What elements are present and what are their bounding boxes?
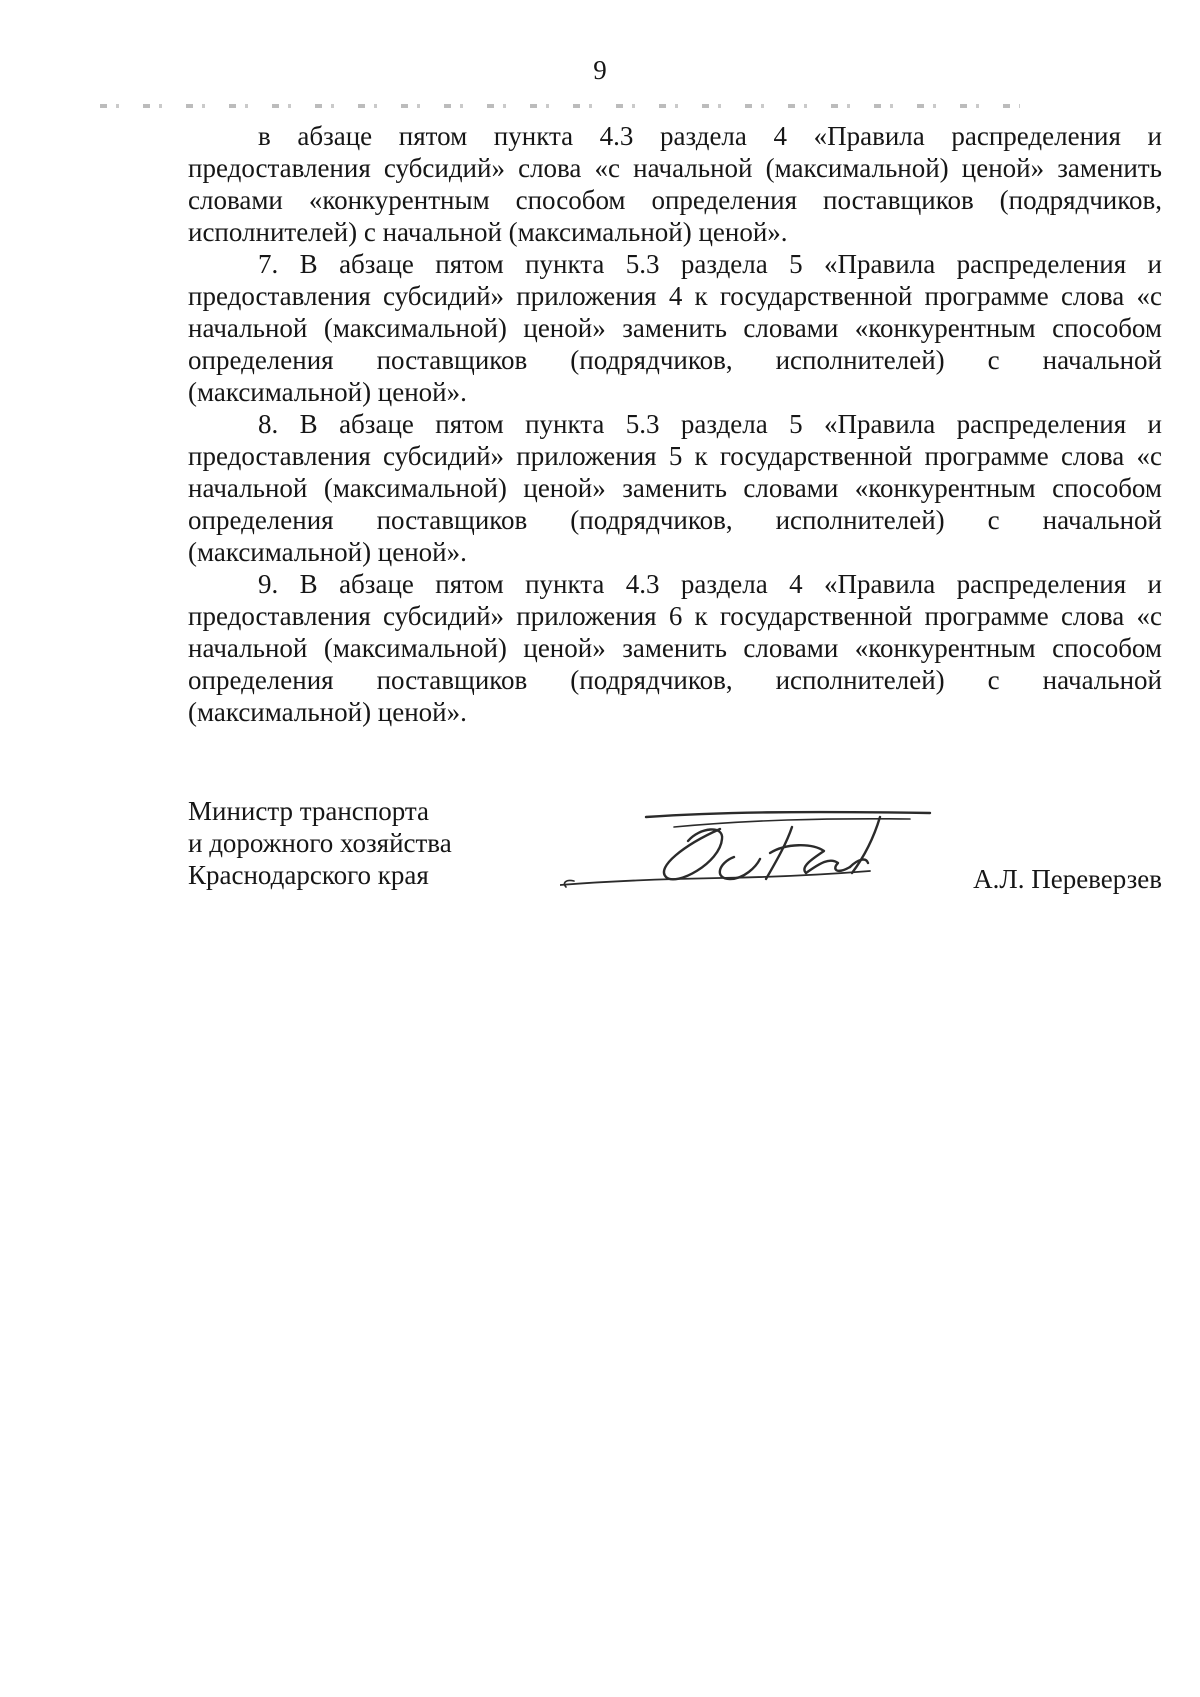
paragraph-amendment-6-cont: в абзаце пятом пункта 4.3 раздела 4 «Правила распределения и предоставления субсидий» слова «с начальной (максимальной) ценой» заменить словами «конкурентным способом определения поставщиков (подрядчиков, исполнителей) с начальной (максимальной) ценой». (188, 121, 1162, 247)
document-body (188, 120, 1162, 728)
signatory-title-line: и дорожного хозяйства (188, 828, 452, 858)
paragraph-amendment-8: 8. В абзаце пятом пункта 5.3 раздела 5 «Правила распределения и предоставления субсидий» приложения 5 к государственной программе слова «с начальной (максимальной) ценой» заменить словами «конкурентным способом определения поставщиков (подрядчиков, исполнителей) с начальной (максимальной) ценой». (188, 409, 1162, 567)
signatory-title-line: Краснодарского края (188, 860, 429, 890)
paragraph-amendment-7: 7. В абзаце пятом пункта 5.3 раздела 5 «Правила распределения и предоставления субсидий» приложения 4 к государственной программе слова «с начальной (максимальной) ценой» заменить словами «конкурентным способом определения поставщиков (подрядчиков, исполнителей) с начальной (максимальной) ценой». (188, 249, 1162, 407)
scan-artifact-strip (100, 104, 1020, 108)
handwritten-signature (560, 805, 940, 915)
page-number: 9 (593, 55, 607, 85)
signer-name: А.Л. Переверзев (973, 864, 1162, 894)
paragraph-amendment-9: 9. В абзаце пятом пункта 4.3 раздела 4 «Правила распределения и предоставления субсидий» приложения 6 к государственной программе слова «с начальной (максимальной) ценой» заменить словами «конкурентным способом определения поставщиков (подрядчиков, исполнителей) с начальной (максимальной) ценой». (188, 569, 1162, 727)
signatory-title (188, 795, 452, 891)
signatory-title-line: Министр транспорта (188, 796, 429, 826)
